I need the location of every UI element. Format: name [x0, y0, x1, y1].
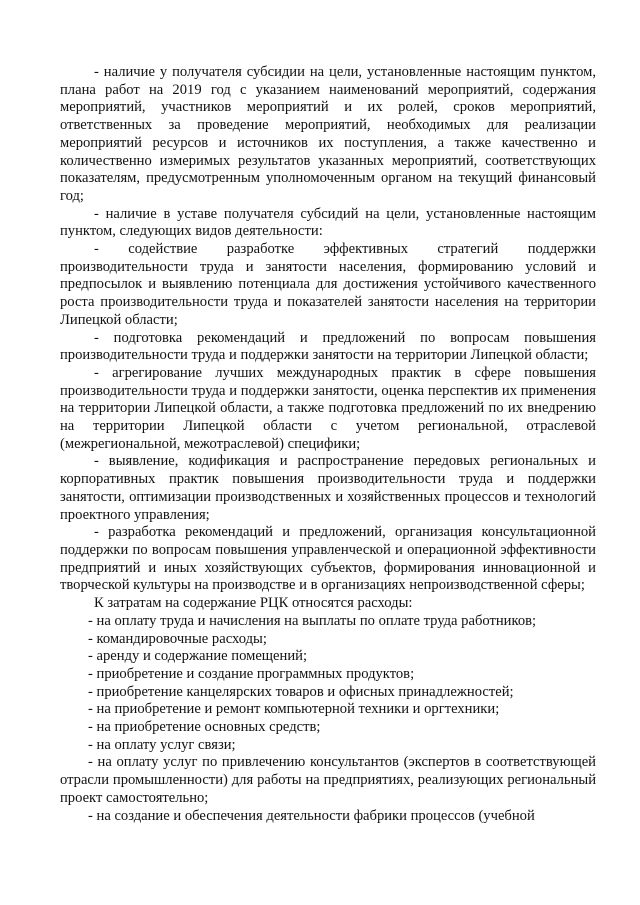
list-item: - приобретение канцелярских товаров и офисных принадлежностей;: [88, 683, 514, 700]
list-item: - на оплату услуг связи;: [88, 736, 236, 753]
list-item: - на приобретение основных средств;: [88, 719, 321, 736]
paragraph: - выявление, кодификация и распространение передовых региональных и корпоративных практик повышения производительности труда и поддержки занятости, оптимизации производственных и хозяйственных процессов и технологий проектного управления;: [60, 453, 596, 523]
paragraph: - наличие в уставе получателя субсидий на цели, установленные настоящим пунктом, следующих видов деятельности:: [60, 205, 596, 240]
list-item: - на оплату труда и начисления на выплаты по оплате труда работников;: [88, 612, 537, 629]
list-item: - на приобретение и ремонт компьютерной техники и оргтехники;: [88, 701, 500, 718]
paragraph: - агрегирование лучших международных практик в сфере повышения производительности труда и поддержки занятости, оценка перспектив их применения на территории Липецкой области, а также подготовка предложений по их внедрению на территории Липецкой области с учетом региональной, отраслевой (межрегиональной, межотраслевой) специфики;: [60, 364, 596, 452]
paragraph: - содействие разработке эффективных стратегий поддержки производительности труда и занятости населения, формированию условий и предпосылок и выявлению потенциала для достижения устойчивого качественного роста производительности труда и показателей занятости населения на территории Липецкой области;: [60, 241, 596, 328]
paragraph: - подготовка рекомендаций и предложений по вопросам повышения производительности труда и поддержки занятости на территории Липецкой области;: [60, 329, 596, 364]
document-body: [60, 64, 596, 825]
list-item: - на оплату услуг по привлечению консультантов (экспертов в соответствующей отрасли промышленности) для работы на предприятиях, реализующих региональный проект самостоятельно;: [60, 754, 596, 806]
list-item: - аренду и содержание помещений;: [88, 648, 307, 665]
list-item: - командировочные расходы;: [88, 630, 267, 647]
list-item: - на создание и обеспечения деятельности фабрики процессов (учебной: [88, 807, 535, 824]
paragraph: - разработка рекомендаций и предложений, организация консультационной поддержки по вопросам повышения управленческой и операционной эффективности предприятий и иных хозяйствующих субъектов, формирования инновационной и творческой культуры на производстве и в организациях непроизводственной сферы;: [60, 524, 596, 594]
paragraph: К затратам на содержание РЦК относятся расходы:: [94, 595, 413, 612]
paragraph: - наличие у получателя субсидии на цели, установленные настоящим пунктом, плана работ на 2019 год с указанием наименований мероприятий, содержания мероприятий, участников мероприятий и их ролей, сроков мероприятий, ответственных за проведение мероприятий, необходимых для реализации мероприятий ресурсов и источников их поступления, а также качественно и количественно измеримых результатов указанных мероприятий, соответствующих показателям, предусмотренным уполномоченным органом на текущий финансовый год;: [60, 64, 596, 204]
list-item: - приобретение и создание программных продуктов;: [88, 665, 415, 682]
